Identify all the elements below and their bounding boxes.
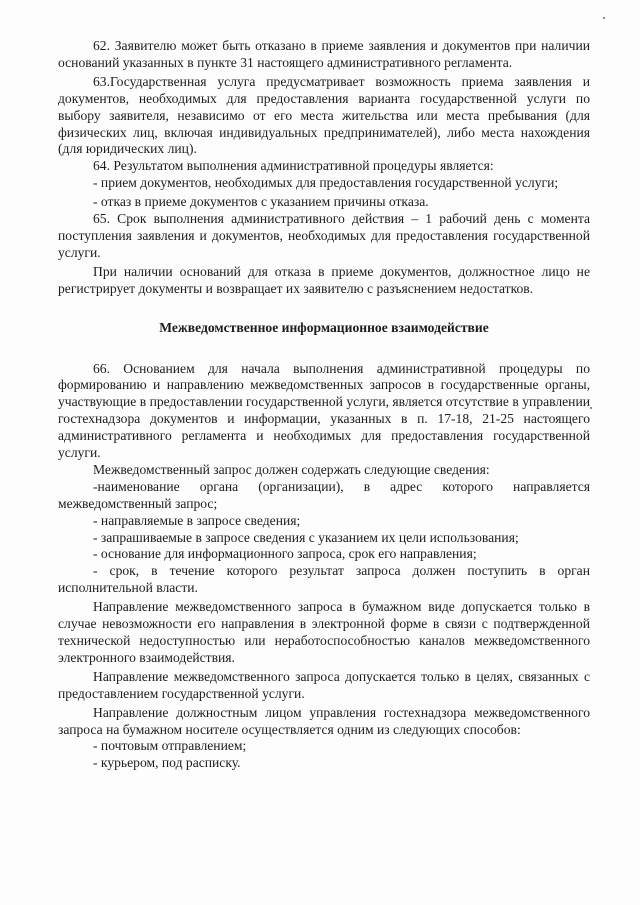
list-item: - отказ в приеме документов с указанием причины отказа. xyxy=(93,194,429,210)
paragraph-65: 65. Срок выполнения административного действия – 1 рабочий день с момента поступления заявления и документов, необходимых для предоставления государственной услуги. xyxy=(58,211,590,260)
list-item: - срок, в течение которого результат запроса должен поступить в орган исполнительной власти. xyxy=(58,563,590,596)
list-item: - основание для информационного запроса, срок его направления; xyxy=(93,546,477,562)
paragraph-65-refusal: При наличии оснований для отказа в приеме документов, должностное лицо не регистрирует документы и возвращает их заявителю с разъяснением недостатков. xyxy=(58,263,590,296)
section-heading: Межведомственное информационное взаимодействие xyxy=(159,319,489,335)
paragraph-66-purpose: Направление межведомственного запроса допускается только в целях, связанных с предоставлением государственной услуги. xyxy=(58,668,590,701)
list-item: - почтовым отправлением; xyxy=(93,738,247,754)
document-body xyxy=(58,38,590,772)
list-item: -наименование органа (организации), в адрес которого направляется межведомственный запрос; xyxy=(58,478,590,511)
list-item: - прием документов, необходимых для предоставления государственной услуги; xyxy=(93,175,559,191)
list-item: - курьером, под расписку. xyxy=(93,755,241,771)
list-item: - направляемые в запросе сведения; xyxy=(93,512,301,528)
paragraph-62: 62. Заявителю может быть отказано в приеме заявления и документов при наличии оснований указанных в пункте 31 настоящего административного регламента. xyxy=(58,38,590,70)
paragraph-66-request-content: Межведомственный запрос должен содержать следующие сведения: xyxy=(93,461,490,477)
paragraph-66-paper-form: Направление межведомственного запроса в бумажном виде допускается только в случае невозможности его направления в электронной форме в связи с подтвержденной технической недоступностью или неработоспособностью каналов межведомственного электронного взаимодействия. xyxy=(58,599,590,665)
scan-speck xyxy=(590,407,592,409)
paragraph-63: 63.Государственная услуга предусматривает возможность приема заявления и документов, необходимых для предоставления варианта государственной услуги по выбору заявителя, независимо от его места жительства или места пребывания (для физических лиц, включая индивидуальных предпринимателей), либо места нахождения (для юридических лиц). xyxy=(58,73,590,157)
paragraph-66: 66. Основанием для начала выполнения административной процедуры по формированию и направлению межведомственных запросов в государственные органы, участвующие в предоставлении государственной услуги, является отсутствие в управлении гостехнадзора документов и информации, указанных в п. 17-18, 21-25 настоящего административного регламента и необходимых для предоставления государственной услуги. xyxy=(58,360,590,461)
scan-speck xyxy=(603,17,605,19)
paragraph-66-methods: Направление должностным лицом управления гостехнадзора межведомственного запроса на бумажном носителе осуществляется одним из следующих способов: xyxy=(58,704,590,737)
list-item: - запрашиваемые в запросе сведения с указанием их цели использования; xyxy=(93,529,519,545)
paragraph-64: 64. Результатом выполнения административной процедуры является: xyxy=(93,158,494,174)
